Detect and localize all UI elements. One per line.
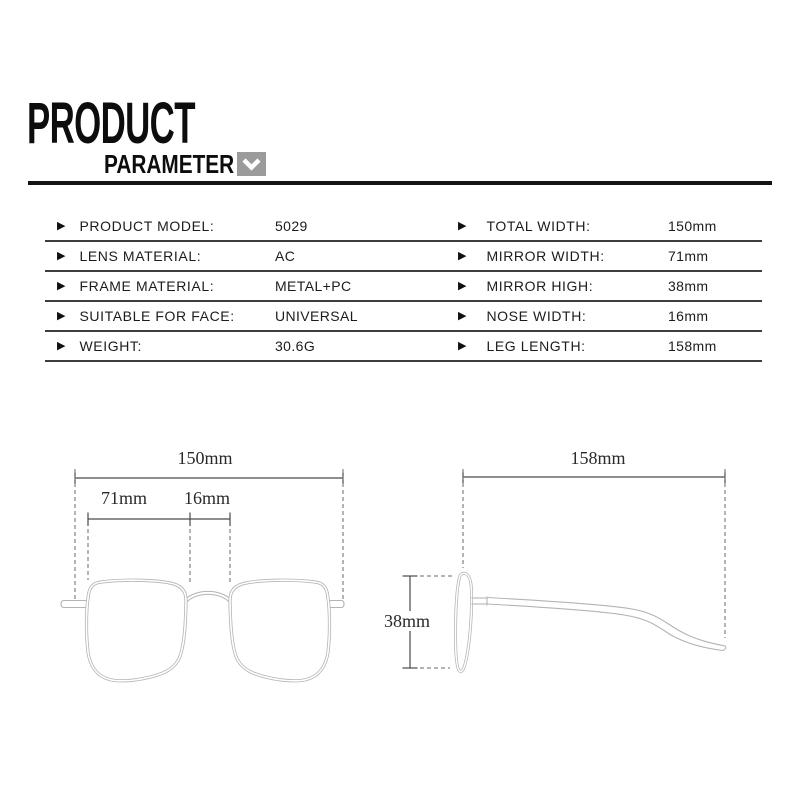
- glasses-side-view: [456, 573, 726, 671]
- right-triangle-icon: ▶: [458, 309, 467, 322]
- header-divider: [28, 181, 772, 185]
- spec-value: AC: [275, 248, 296, 264]
- chevron-down-icon: [237, 152, 266, 176]
- extension-dashed-lines: [75, 469, 725, 668]
- table-row: [45, 212, 455, 242]
- spec-label: LEG LENGTH:: [486, 338, 586, 354]
- right-triangle-icon: ▶: [57, 219, 66, 232]
- right-triangle-icon: ▶: [458, 249, 467, 262]
- dim-label-nose-width: 16mm: [183, 488, 230, 508]
- dim-label-lens-height: 38mm: [383, 611, 430, 631]
- right-triangle-icon: ▶: [458, 219, 467, 232]
- spec-label: MIRROR WIDTH:: [486, 248, 605, 264]
- glasses-front-view: [61, 580, 344, 681]
- dim-label-lens-width: 71mm: [100, 488, 147, 508]
- dimension-lines: [75, 472, 725, 669]
- spec-label: LENS MATERIAL:: [79, 248, 202, 264]
- table-row: [45, 272, 455, 302]
- dim-label-total-width: 150mm: [177, 448, 233, 468]
- spec-table-right: [447, 212, 762, 362]
- spec-value: 71mm: [668, 248, 709, 264]
- spec-value: 150mm: [668, 218, 717, 234]
- spec-label: FRAME MATERIAL:: [79, 278, 215, 294]
- right-triangle-icon: ▶: [57, 279, 66, 292]
- table-row: [447, 212, 762, 242]
- spec-value: 30.6G: [275, 338, 316, 354]
- right-triangle-icon: ▶: [57, 339, 66, 352]
- spec-value: 38mm: [668, 278, 709, 294]
- page-title: PRODUCT: [27, 91, 195, 156]
- table-row: [447, 332, 762, 362]
- table-row: [447, 272, 762, 302]
- spec-value: UNIVERSAL: [275, 308, 358, 324]
- spec-value: 5029: [275, 218, 308, 234]
- table-row: [45, 242, 455, 272]
- spec-value: 158mm: [668, 338, 717, 354]
- page-subtitle: PARAMETER: [104, 149, 235, 179]
- table-row: [45, 302, 455, 332]
- spec-value: METAL+PC: [275, 278, 352, 294]
- table-row: [45, 332, 455, 362]
- spec-label: SUITABLE FOR FACE:: [79, 308, 235, 324]
- dim-label-leg-length: 158mm: [570, 448, 626, 468]
- right-triangle-icon: ▶: [57, 249, 66, 262]
- table-row: [447, 302, 762, 332]
- right-triangle-icon: ▶: [458, 279, 467, 292]
- spec-label: WEIGHT:: [79, 338, 142, 354]
- table-row: [447, 242, 762, 272]
- right-triangle-icon: ▶: [458, 339, 467, 352]
- spec-label: PRODUCT MODEL:: [79, 218, 215, 234]
- spec-table-left: [45, 212, 455, 362]
- spec-value: 16mm: [668, 308, 709, 324]
- right-triangle-icon: ▶: [57, 309, 66, 322]
- spec-label: NOSE WIDTH:: [486, 308, 587, 324]
- spec-label: MIRROR HIGH:: [486, 278, 594, 294]
- spec-label: TOTAL WIDTH:: [486, 218, 591, 234]
